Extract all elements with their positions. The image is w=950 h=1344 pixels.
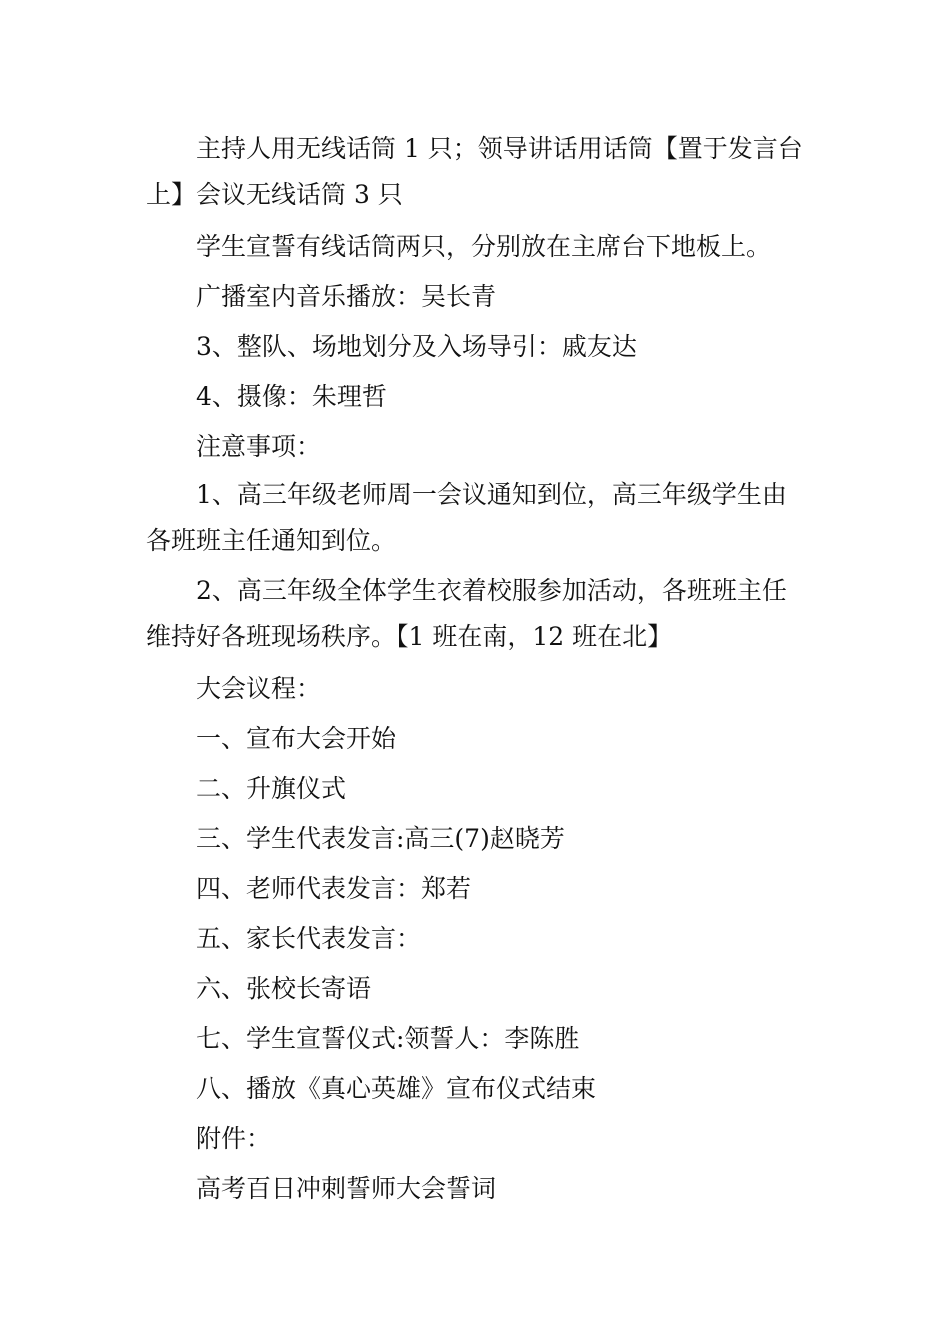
agenda-item-1: 一、宣布大会开始 [196, 724, 397, 753]
agenda-item-5: 五、家长代表发言： [196, 924, 422, 953]
agenda-item-6: 六、张校长寄语 [196, 974, 372, 1003]
agenda-item-2: 二、升旗仪式 [196, 774, 347, 803]
heading-agenda: 大会议程： [196, 674, 322, 703]
agenda-item-7: 七、学生宣誓仪式:领誓人：李陈胜 [196, 1024, 580, 1053]
document-body [146, 126, 806, 1214]
paragraph-note-2: 2、高三年级全体学生衣着校服参加活动，各班班主任维持好各班现场秩序。【1 班在南，12 班在北】 [146, 576, 787, 651]
agenda-item-4: 四、老师代表发言：郑若 [196, 874, 472, 903]
heading-attachment: 附件： [196, 1124, 272, 1153]
paragraph-broadcast-music: 广播室内音乐播放：吴长青 [196, 282, 497, 311]
paragraph-lineup-guidance: 3、整队、场地划分及入场导引：戚友达 [196, 332, 637, 361]
paragraph-camera: 4、摄像：朱理哲 [196, 382, 387, 411]
attachment-title: 高考百日冲刺誓师大会誓词 [196, 1174, 497, 1203]
heading-notes: 注意事项： [196, 432, 322, 461]
paragraph-microphones: 主持人用无线话筒 1 只；领导讲话用话筒【置于发言台上】会议无线话筒 3 只 [146, 134, 803, 209]
agenda-item-3: 三、学生代表发言:高三(7)赵晓芳 [196, 824, 565, 853]
agenda-item-8: 八、播放《真心英雄》宣布仪式结束 [196, 1074, 597, 1103]
paragraph-note-1: 1、高三年级老师周一会议通知到位，高三年级学生由各班班主任通知到位。 [146, 480, 787, 555]
paragraph-student-oath-mics: 学生宣誓有线话筒两只，分别放在主席台下地板上。 [196, 232, 772, 261]
